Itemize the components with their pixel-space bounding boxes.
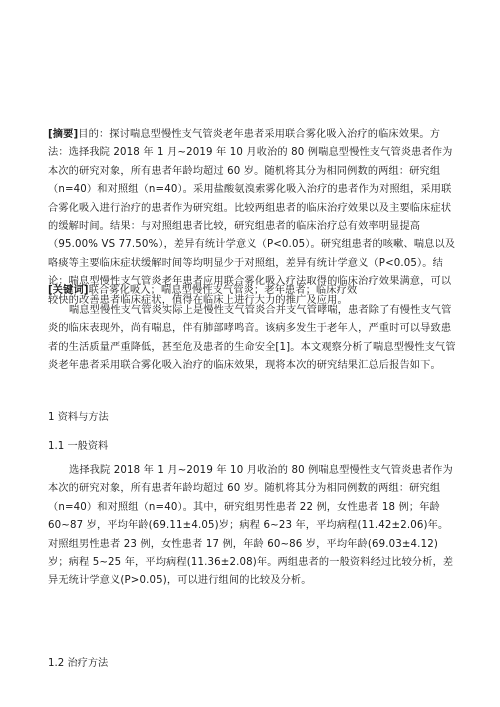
intro-paragraph: 喘息型慢性支气管炎实际上是慢性支气管炎合并支气管哮喘，患者除了有慢性支气管炎的临床表现外，尚有喘息，伴有肺部哮鸣音。该病多发生于老年人，严重时可以导致患者的生活质量严重降低，甚至危及患者的生命安全[1]。本文观察分析了喘息型慢性支气管炎老年患者采用联合雾化吸入治疗的临床效果，现将本次的研究结果汇总后报告如下。 <box>48 305 456 372</box>
section-heading-1-2: 1.2 治疗方法 <box>48 658 109 669</box>
keywords-text: 联合雾化吸入；喘息型慢性支气管炎；老年患者；临床疗效 <box>88 285 358 296</box>
keywords-label: [关键词] <box>48 285 89 296</box>
section-heading-1-1: 1.1 一般资料 <box>48 441 109 452</box>
keywords-paragraph <box>48 282 458 300</box>
abstract-text: 目的：探讨喘息型慢性支气管炎老年患者采用联合雾化吸入治疗的临床效果。方法：选择我院 2018 年 1 月~2019 年 10 月收治的 80 例喘息型慢性支气管炎患者作为本次的研究对象，所有患者年龄均超过 60 岁。随机将其分为相同例数的两组：研究组（n=40）和对照组（n=40）。采用盐酸氨溴索雾化吸入治疗的患者作为对照组，采用联合雾化吸入进行治疗的患者作为研究组。比较两组患者的临床治疗效果以及主要临床症状的缓解时间。结果：与对照组患者比较，研究组患者的临床治疗总有效率明显提高（95.00% VS 77.50%），差异有统计学意义（P<0.05）。研究组患者的咳嗽、喘息以及咯痰等主要临床症状缓解时间等均明显少于对照组，差异有统计学意义（P<0.05）。结论：喘息型慢性支气管炎老年患者应用联合雾化吸入疗法取得的临床治疗效果满意，可以较快的改善患者临床症状，值得在临床上进行大力的推广及应用。 <box>48 129 456 306</box>
general-data-paragraph: 选择我院 2018 年 1 月~2019 年 10 月收治的 80 例喘息型慢性支气管炎患者作为本次的研究对象，所有患者年龄均超过 60 岁。随机将其分为相同例数的两组：研究组（n=40）和对照组（n=40）。其中，研究组男性患者 22 例，女性患者 18 例；年龄 60~87 岁，平均年龄(69.11±4.05)岁；病程 6~23 年，平均病程(11.42±2.06)年。对照组男性患者 23 例，女性患者 17 例，年龄 60~86 岁，平均年龄(69.03±4.12)岁；病程 5~25 年，平均病程(11.36±2.08)年。两组患者的一般资料经过比较分析，差异无统计学意义(P>0.05)，可以进行组间的比较及分析。 <box>48 465 454 587</box>
section-heading-1: 1 资料与方法 <box>48 412 109 423</box>
abstract-label: [摘要] <box>48 129 79 140</box>
